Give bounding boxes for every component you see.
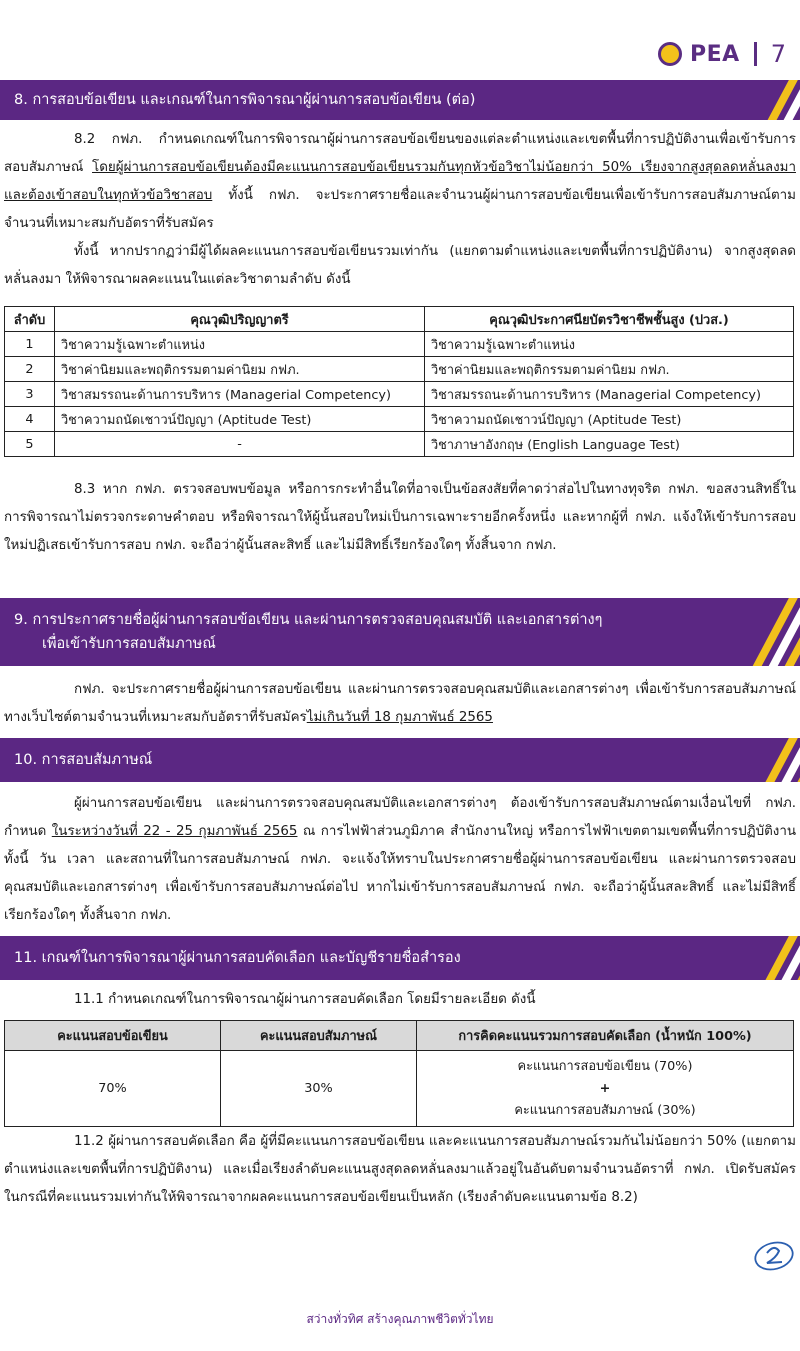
- pea-emblem-icon: [658, 42, 682, 66]
- section-10-title: 10. การสอบสัมภาษณ์: [14, 752, 153, 768]
- header-logo: [658, 40, 786, 68]
- logo-text: PEA: [690, 41, 740, 67]
- section-8-paragraph-1: 8.2 กฟภ. กำหนดเกณฑ์ในการพิจารณาผู้ผ่านการสอบข้อเขียนของแต่ละตำแหน่งและเขตพื้นที่การปฏิบัติงานเพื่อเข้ารับการสอบสัมภาษณ์ โดยผู้ผ่านการสอบข้อเขียนต้องมีคะแนนการสอบข้อเขียนรวมกันทุกหัวข้อวิชาไม่น้อยกว่า 50% เรียงจากสูงสุดลดหลั่นลงมา และต้องเข้าสอบในทุกหัวข้อวิชาสอบ ทั้งนี้ กฟภ. จะประกาศรายชื่อและจำนวนผู้ผ่านการสอบข้อเขียนเพื่อเข้ารับการสอบสัมภาษณ์ตามจำนวนที่เหมาะสมกับอัตราที่รับสมัคร: [4, 132, 796, 231]
- signature-mark-icon: [752, 1236, 796, 1276]
- table-row: 3 วิชาสมรรถนะด้านการบริหาร (Managerial Competency) วิชาสมรรถนะด้านการบริหาร (Managerial Competency): [5, 382, 794, 407]
- section-9-title-line-2: เพื่อเข้ารับการสอบสัมภาษณ์: [42, 636, 216, 652]
- col-total-calc: การคิดคะแนนรวมการสอบคัดเลือก (น้ำหนัก 100%): [417, 1021, 794, 1051]
- section-10-header: [0, 738, 800, 782]
- section-10-paragraph: ผู้ผ่านการสอบข้อเขียน และผ่านการตรวจสอบคุณสมบัติและเอกสารต่างๆ ต้องเข้ารับการสอบสัมภาษณ์ตามเงื่อนไขที่ กฟภ. กำหนด ในระหว่างวันที่ 22 - 25 กุมภาพันธ์ 2565 ณ การไฟฟ้าส่วนภูมิภาค สำนักงานใหญ่ หรือการไฟฟ้าเขตตามเขตพื้นที่การปฏิบัติงาน ทั้งนี้ วัน เวลา และสถานที่ในการสอบสัมภาษณ์ กฟภ. จะแจ้งให้ทราบในประกาศรายชื่อผู้ผ่านการสอบข้อเขียน และผ่านการตรวจสอบคุณสมบัติและเอกสารต่างๆ เพื่อเข้ารับการสอบสัมภาษณ์ต่อไป หากไม่เข้ารับการสอบสัมภาษณ์ กฟภ. จะถือว่าผู้นั้นสละสิทธิ์ และไม่มีสิทธิ์เรียกร้องใดๆ ทั้งสิ้นจาก กฟภ.: [4, 796, 796, 923]
- section-9-header: [0, 598, 800, 666]
- section-9-title-line-1: 9. การประกาศรายชื่อผู้ผ่านการสอบข้อเขียน และผ่านการตรวจสอบคุณสมบัติ และเอกสารต่างๆ: [14, 612, 603, 628]
- section-8-title: 8. การสอบข้อเขียน และเกณฑ์ในการพิจารณาผู้ผ่านการสอบข้อเขียน (ต่อ): [14, 92, 476, 108]
- footer-slogan: สว่างทั่วทิศ สร้างคุณภาพชีวิตทั่วไทย: [306, 1312, 494, 1326]
- section-8-header: [0, 80, 800, 120]
- section-11-paragraph-1: 11.1 กำหนดเกณฑ์ในการพิจารณาผู้ผ่านการสอบคัดเลือก โดยมีรายละเอียด ดังนี้: [74, 992, 536, 1007]
- table-row: 2 วิชาค่านิยมและพฤติกรรมตามค่านิยม กฟภ. วิชาค่านิยมและพฤติกรรมตามค่านิยม กฟภ.: [5, 357, 794, 382]
- table-row: 5 - วิชาภาษาอังกฤษ (English Language Test): [5, 432, 794, 457]
- interview-weight: 30%: [221, 1051, 417, 1127]
- written-weight: 70%: [5, 1051, 221, 1127]
- table-row: 4 วิชาความถนัดเชาวน์ปัญญา (Aptitude Test) วิชาความถนัดเชาวน์ปัญญา (Aptitude Test): [5, 407, 794, 432]
- table-header-row: [5, 1021, 794, 1051]
- section-8-paragraph-2: ทั้งนี้ หากปรากฏว่ามีผู้ได้ผลคะแนนการสอบข้อเขียนรวมเท่ากัน (แยกตามตำแหน่งและเขตพื้นที่การปฏิบัติงาน) จากสูงสุดลดหลั่นลงมา ให้พิจารณาผลคะแนนในแต่ละวิชาตามลำดับ ดังนี้: [4, 244, 796, 287]
- tiebreak-subject-table: [4, 306, 794, 457]
- section-9-paragraph: กฟภ. จะประกาศรายชื่อผู้ผ่านการสอบข้อเขียน และผ่านการตรวจสอบคุณสมบัติและเอกสารต่างๆ เพื่อเข้ารับการสอบสัมภาษณ์ทางเว็บไซต์ตามจำนวนที่เหมาะสมกับอัตราที่รับสมัครไม่เกินวันที่ 18 กุมภาพันธ์ 2565: [4, 682, 796, 725]
- col-diploma: คุณวุฒิประกาศนียบัตรวิชาชีพชั้นสูง (ปวส.): [425, 307, 794, 332]
- section-11-title: 11. เกณฑ์ในการพิจารณาผู้ผ่านการสอบคัดเลือก และบัญชีรายชื่อสำรอง: [14, 950, 461, 966]
- logo-divider: [754, 42, 757, 66]
- page-number: 7: [770, 40, 786, 68]
- table-row: 1 วิชาความรู้เฉพาะตำแหน่ง วิชาความรู้เฉพาะตำแหน่ง: [5, 332, 794, 357]
- section-8-paragraph-3: 8.3 หาก กฟภ. ตรวจสอบพบข้อมูล หรือการกระทำอื่นใดที่อาจเป็นข้อสงสัยที่คาดว่าส่อไปในทางทุจริต กฟภ. ขอสงวนสิทธิ์ในการพิจารณาไม่ตรวจกระดาษคำตอบ หรือพิจารณาให้ผู้นั้นสอบใหม่เป็นการเฉพาะรายอีกครั้งหนึ่ง และหากผู้ที่ กฟภ. แจ้งให้เข้ารับการสอบใหม่ปฏิเสธเข้ารับการสอบ กฟภ. จะถือว่าผู้นั้นสละสิทธิ์ และไม่มีสิทธิ์เรียกร้องใดๆ ทั้งสิ้นจาก กฟภ.: [4, 482, 796, 553]
- col-bachelor: คุณวุฒิปริญญาตรี: [55, 307, 425, 332]
- total-calc-cell: คะแนนการสอบข้อเขียน (70%) + คะแนนการสอบสัมภาษณ์ (30%): [417, 1051, 794, 1127]
- col-interview-score: คะแนนสอบสัมภาษณ์: [221, 1021, 417, 1051]
- section-11-paragraph-2: 11.2 ผู้ผ่านการสอบคัดเลือก คือ ผู้ที่มีคะแนนการสอบข้อเขียน และคะแนนการสอบสัมภาษณ์รวมกันไม่น้อยกว่า 50% (แยกตามตำแหน่งและเขตพื้นที่การปฏิบัติงาน) และเมื่อเรียงลำดับคะแนนสูงสุดลดหลั่นลงมาแล้วอยู่ในอันดับตามจำนวนอัตราที่ กฟภ. เปิดรับสมัคร ในกรณีที่คะแนนรวมเท่ากันให้พิจารณาจากผลคะแนนการสอบข้อเขียนเป็นหลัก (เรียงลำดับคะแนนตามข้อ 8.2): [4, 1134, 796, 1205]
- score-weight-table: [4, 1020, 794, 1127]
- col-order: ลำดับ: [5, 307, 55, 332]
- table-row: [5, 1051, 794, 1127]
- table-header-row: [5, 307, 794, 332]
- col-written-score: คะแนนสอบข้อเขียน: [5, 1021, 221, 1051]
- section-11-header: [0, 936, 800, 980]
